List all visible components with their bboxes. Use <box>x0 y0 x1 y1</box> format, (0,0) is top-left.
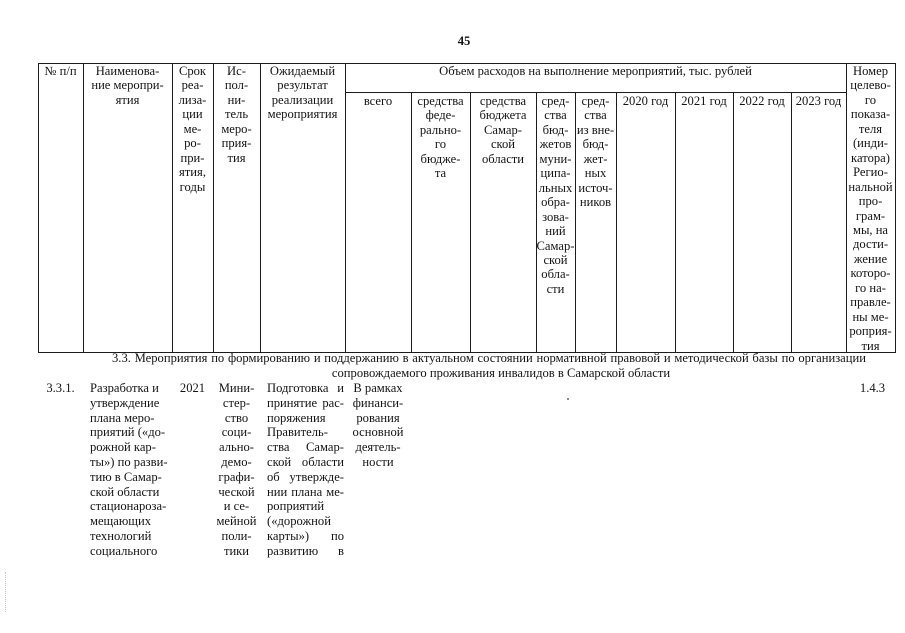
text-line: тия <box>861 338 880 353</box>
text-line: жение <box>853 251 888 266</box>
text-line: меро- <box>221 121 252 136</box>
header-cell-extrabudgetary <box>575 94 616 210</box>
text-line: правле- <box>850 295 891 310</box>
header-cell-municipal-budgets <box>536 94 575 296</box>
text-line: которо- <box>850 266 891 281</box>
text-line: дости- <box>852 237 889 252</box>
text-line: сопровождаемого проживания инвалидов в Самарской области <box>331 366 671 380</box>
header-cell-expected-result <box>260 64 345 122</box>
text-line: Ис- <box>227 64 246 78</box>
text-line: основной <box>352 425 404 440</box>
text-line: рожной кар- <box>90 440 156 455</box>
text-line: про- <box>858 194 883 209</box>
text-line: сред- <box>581 94 610 108</box>
text-line: области <box>481 151 525 166</box>
text-line: тия <box>227 150 246 165</box>
text-line: технологий <box>90 528 152 543</box>
text-line: ны ме- <box>852 309 889 324</box>
text-line: поли- <box>221 528 252 543</box>
text-line: карты») по <box>267 528 344 543</box>
text-line: Ожидаемый <box>269 64 336 78</box>
text-line: жет- <box>583 151 608 166</box>
text-line: ской области <box>267 454 344 469</box>
scan-edge-artifact <box>5 572 6 612</box>
text-line: ской <box>543 252 568 267</box>
text-line: Правитель- <box>267 425 328 440</box>
table-right-border <box>895 63 896 353</box>
text-line: Наименова- <box>95 64 160 78</box>
text-line: пол- <box>224 78 249 93</box>
text-line: муни- <box>539 151 572 166</box>
text-line: мы, на <box>852 222 889 237</box>
header-cell-regional-budget <box>470 94 536 166</box>
text-line: ных <box>584 166 607 181</box>
text-line: го <box>434 137 447 152</box>
text-line: ние меропри- <box>91 78 164 93</box>
text-line: приятий («до- <box>90 425 166 440</box>
text-line: ства Самар- <box>267 440 344 455</box>
text-line: 1.4.3 <box>859 381 886 395</box>
subcolumn-divider <box>791 92 792 353</box>
text-line: показа- <box>850 107 891 122</box>
header-cell-year-2021 <box>675 94 733 108</box>
text-line: мещающих <box>90 514 151 529</box>
text-line: всего <box>363 94 393 108</box>
text-line: ципа- <box>540 166 571 181</box>
text-line: обла- <box>541 267 570 282</box>
text-line: ни- <box>227 92 246 107</box>
text-line: об утвержде- <box>267 469 344 484</box>
text-line: нальной <box>848 179 893 194</box>
header-cell-expenses-total <box>345 94 411 108</box>
text-line: бюджета <box>479 108 527 123</box>
page-number: 45 <box>457 34 471 48</box>
text-line: лиза- <box>178 92 207 107</box>
text-line: Самар- <box>536 238 575 253</box>
header-cell-year-2020 <box>616 94 675 108</box>
text-line: ты») по разви- <box>90 454 168 469</box>
row-cell-funding <box>345 381 411 470</box>
text-line: стационароза- <box>90 499 167 514</box>
text-line: обра- <box>541 195 570 210</box>
text-line: поряжения <box>267 410 326 425</box>
text-line: соци- <box>221 425 252 440</box>
text-line: ности <box>362 454 394 469</box>
text-line: грам- <box>855 208 886 223</box>
text-line: та <box>434 166 447 181</box>
row-cell-executor <box>213 381 260 559</box>
text-line: катора) <box>851 150 890 165</box>
text-line: ской <box>490 137 516 152</box>
text-line: ство <box>224 410 249 425</box>
text-line: 2022 год <box>739 94 785 108</box>
text-line: развитию в <box>267 543 344 558</box>
table-row <box>38 381 896 561</box>
text-line: утверждение <box>90 395 160 410</box>
text-line: Номер <box>852 64 888 78</box>
text-line: из вне- <box>576 122 615 137</box>
text-line: феде- <box>425 108 456 123</box>
text-line: сред- <box>541 94 570 108</box>
text-line: деятель- <box>355 440 401 455</box>
text-line: теля <box>858 121 883 136</box>
text-line: льных <box>538 180 573 195</box>
header-cell-indicator-number <box>846 64 895 353</box>
text-line: результат <box>277 78 328 93</box>
text-line: Мини- <box>218 381 255 395</box>
text-line: В рамках <box>353 381 403 395</box>
text-line: 2020 год <box>622 94 669 108</box>
text-line: средства <box>479 94 527 108</box>
text-line: Регио- <box>853 165 888 180</box>
text-line: 3.3. Мероприятия по формированию и поддержанию в актуальном состоянии нормативной правовой и методической базы по организации <box>112 351 866 365</box>
text-line: тель <box>224 107 249 122</box>
scan-speck <box>567 398 569 400</box>
text-line: финанси- <box>352 395 404 410</box>
text-line: демо- <box>221 454 252 469</box>
text-line: Подготовка и <box>267 381 344 395</box>
text-line: Самар- <box>484 122 522 137</box>
text-line: 3.3.1. <box>46 381 75 395</box>
text-line: мероприятия <box>267 107 338 122</box>
text-line: тики <box>223 543 250 558</box>
text-line: реализации <box>271 92 334 107</box>
text-line: ятия, <box>179 165 206 180</box>
text-line: ально- <box>219 440 254 455</box>
row-cell-indicator-number <box>848 381 897 396</box>
text-line: бюд- <box>542 122 569 137</box>
text-line: ников <box>579 195 612 210</box>
text-line: роприя- <box>849 324 892 339</box>
text-line: мейной <box>216 514 257 529</box>
row-cell-term <box>172 381 213 396</box>
text-line: ческой <box>218 484 255 499</box>
text-line: зова- <box>542 209 569 224</box>
text-line: годы <box>179 179 206 194</box>
text-line: 2021 <box>179 381 206 395</box>
text-line: Разработка и <box>90 381 159 395</box>
text-line: прия- <box>221 136 252 151</box>
text-line: бюдже- <box>420 151 461 166</box>
text-line: («дорожной <box>267 514 331 529</box>
text-line: № п/п <box>44 64 77 78</box>
row-cell-event-name <box>90 381 170 559</box>
text-line: средства <box>417 94 464 108</box>
section-title <box>112 351 866 381</box>
header-cell-year-2023 <box>791 94 846 108</box>
text-line: го <box>864 92 877 107</box>
text-line: нии плана ме- <box>267 484 344 499</box>
row-cell-expected-result <box>267 381 344 559</box>
text-line: ской области <box>90 484 160 499</box>
text-line: ства <box>584 108 607 123</box>
text-line: роприятий <box>267 499 325 514</box>
text-line: ме- <box>183 121 202 136</box>
subcolumn-divider <box>675 92 676 353</box>
text-line: тию в Самар- <box>90 469 162 484</box>
text-line: (инди- <box>852 136 888 151</box>
text-line: рально- <box>419 122 462 137</box>
table-header <box>38 63 896 353</box>
text-line: рования <box>356 410 400 425</box>
row-cell-number <box>38 381 83 396</box>
subcolumn-divider <box>616 92 617 353</box>
text-line: стер- <box>222 395 251 410</box>
text-line: сти <box>546 281 565 296</box>
text-line: при- <box>180 150 205 165</box>
header-cell-executor <box>213 64 260 165</box>
header-cell-event-name <box>83 64 172 107</box>
header-cell-expenses <box>345 64 846 78</box>
text-line: реа- <box>181 78 204 93</box>
text-line: 2023 год <box>795 94 842 108</box>
subcolumn-divider <box>733 92 734 353</box>
expenses-header-divider <box>345 92 847 93</box>
text-line: ства <box>544 108 567 123</box>
header-cell-federal-budget <box>411 94 470 181</box>
header-cell-term <box>172 64 213 194</box>
text-line: источ- <box>578 180 613 195</box>
text-line: ятия <box>115 92 140 107</box>
header-cell-number <box>38 64 83 78</box>
text-line: жетов <box>539 137 572 152</box>
text-line: и се- <box>223 499 250 514</box>
text-line: Объем расходов на выполнение мероприятий, тыс. рублей <box>439 64 752 78</box>
text-line: социального <box>90 543 158 558</box>
text-line: целево- <box>850 78 891 93</box>
table-left-border <box>38 63 39 353</box>
text-line: графи- <box>218 469 255 484</box>
text-line: ции <box>182 107 203 122</box>
text-line: плана меро- <box>90 410 155 425</box>
text-line: ний <box>545 224 566 239</box>
text-line: ро- <box>184 136 201 151</box>
text-line: принятие рас- <box>267 395 344 410</box>
text-line: го на- <box>855 280 886 295</box>
header-cell-year-2022 <box>733 94 791 108</box>
text-line: 2021 год <box>681 94 727 108</box>
text-line: Срок <box>178 64 207 78</box>
text-line: бюд- <box>582 137 609 152</box>
